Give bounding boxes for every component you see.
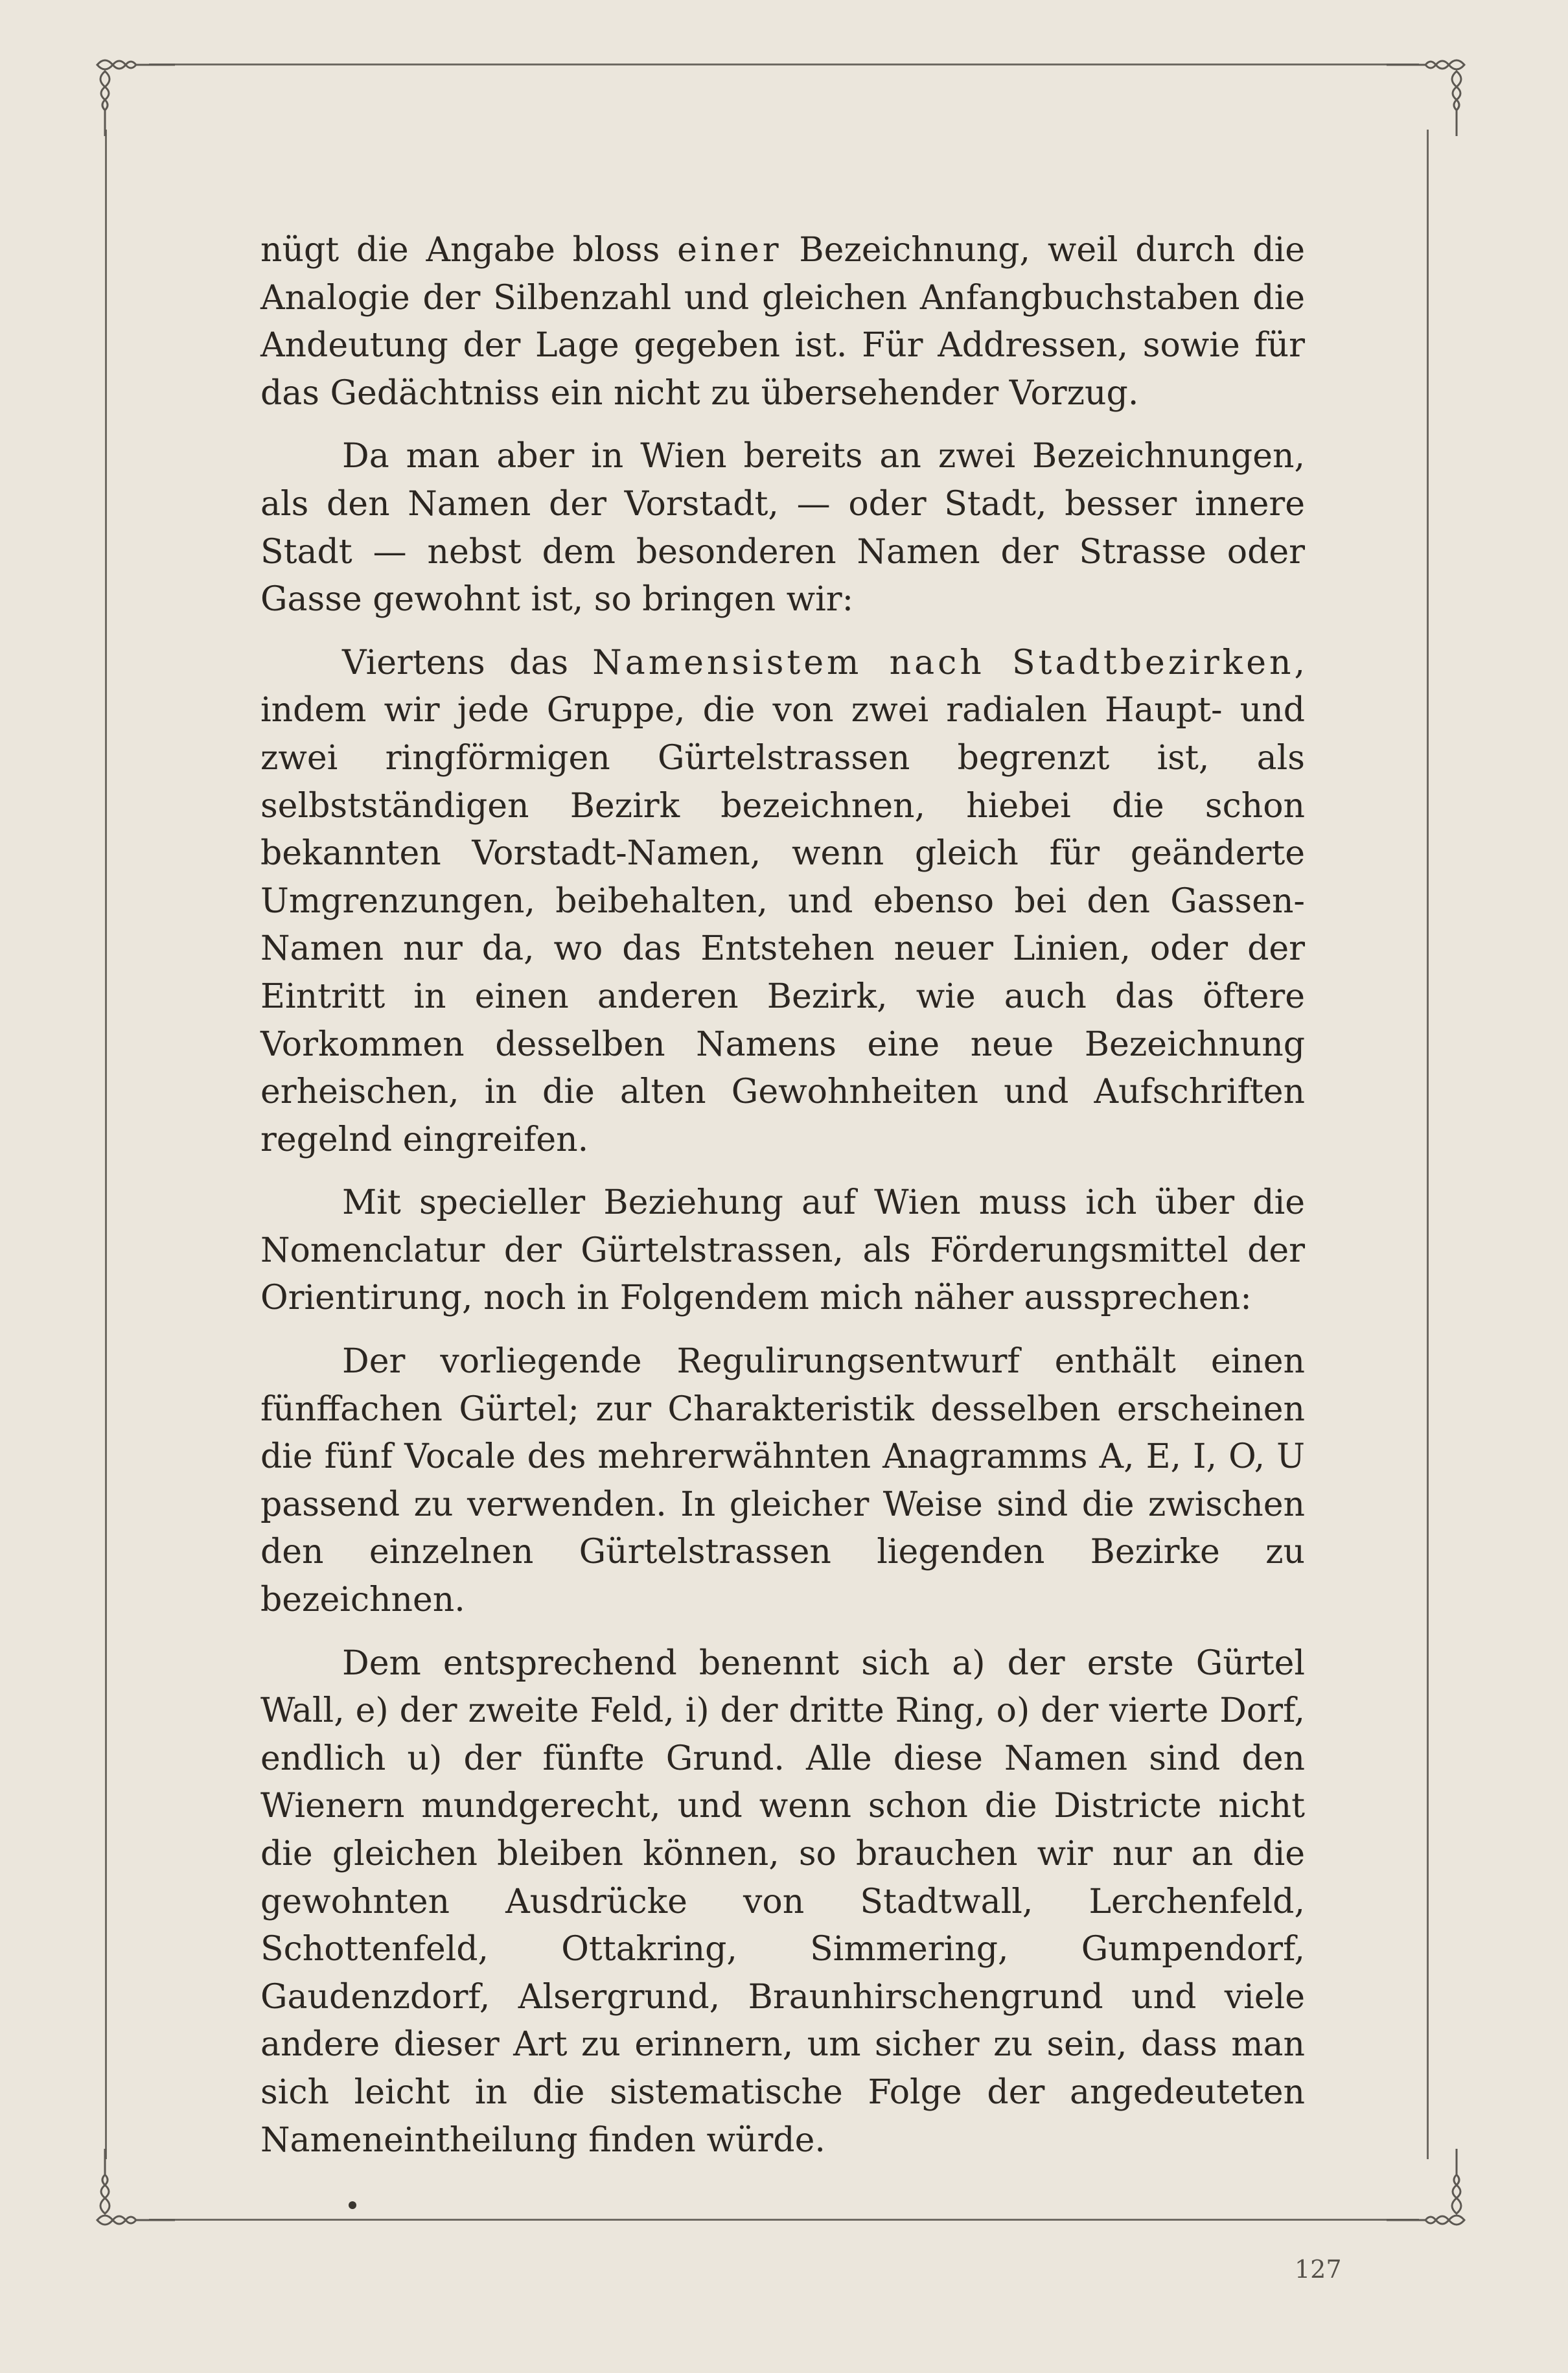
page-number: 127 xyxy=(1295,2255,1342,2284)
corner-ornament-icon xyxy=(1387,45,1477,136)
frame-top-rule xyxy=(149,64,1419,65)
paragraph xyxy=(260,433,1305,623)
paragraph xyxy=(260,227,1305,417)
text-run: Dem entsprechend benennt sich a) der erste Gürtel Wall, e) der zweite Feld, i) der dritte Ring, o) der vierte Dorf, endlich u) der fünfte Grund. Alle diese Namen sind den Wienern mundgerecht, und wenn schon die Districte nicht die gleichen bleiben können, so brauchen wir nur an die gewohnten Ausdrücke von Stadtwall, Lerchenfeld, Schottenfeld, Ottakring, Simmering, Gumpendorf, Gaudenzdorf, Alsergrund, Braunhirschengrund und viele andere dieser Art zu erinnern, um sicher zu sein, dass man sich leicht in die sistematische Folge der angedeuteten Nameneintheilung finden würde. xyxy=(260,1643,1305,2160)
corner-ornament-icon xyxy=(84,2149,175,2240)
paragraph xyxy=(260,1338,1305,1625)
ink-speck xyxy=(349,2201,356,2209)
frame-right-rule xyxy=(1427,130,1429,2159)
text-run: Mit specieller Beziehung auf Wien muss ich über die Nomenclatur der Gürtelstrassen, als Förderungsmittel der Orientirung, noch in Folgendem mich näher aussprechen: xyxy=(260,1183,1305,1318)
paragraph xyxy=(260,1179,1305,1323)
paragraph xyxy=(260,1640,1305,2165)
text-run: Viertens das xyxy=(342,643,593,682)
text-run: Bezeichnung, weil durch die Analogie der Silbenzahl und gleichen Anfangbuchstaben die Andeutung der Lage gegeben ist. Für Addressen, sowie für das Gedächtniss ein nicht zu übersehender Vorzug. xyxy=(260,231,1305,413)
corner-ornament-icon xyxy=(1387,2149,1477,2240)
text-run: nügt die Angabe bloss xyxy=(260,231,678,270)
text-run: Der vorliegende Regulirungsentwurf enthält einen fünffachen Gürtel; zur Charakteristik desselben erscheinen die fünf Vocale des mehrerwähnten Anagramms A, E, I, O, U passend zu verwenden. In gleicher Weise sind die zwischen den einzelnen Gürtelstrassen liegenden Bezirke zu bezeichnen. xyxy=(260,1342,1305,1620)
body-text xyxy=(260,227,1305,2180)
text-run: Da man aber in Wien bereits an zwei Bezeichnungen, als den Namen der Vorstadt, — oder Stadt, besser innere Stadt — nebst dem besonderen Namen der Strasse oder Gasse gewohnt ist, so bringen wir: xyxy=(260,437,1305,619)
text-run: , indem wir jede Gruppe, die von zwei radialen Haupt- und zwei ringförmigen Gürtelstrassen begrenzt ist, als selbstständigen Bezirk bezeichnen, hiebei die schon bekannten Vorstadt-Namen, wenn gleich für geänderte Umgrenzungen, beibehalten, und ebenso bei den Gassen-Namen nur da, wo das Entstehen neuer Linien, oder der Eintritt in einen anderen Bezirk, wie auch das öftere Vorkommen desselben Namens eine neue Bezeichnung erheischen, in die alten Gewohnheiten und Aufschriften regelnd eingreifen. xyxy=(260,643,1305,1159)
corner-ornament-icon xyxy=(84,45,175,136)
spaced-emphasis: Namensistem nach Stadtbezirken xyxy=(592,643,1295,682)
frame-bottom-rule xyxy=(149,2219,1419,2221)
paragraph xyxy=(260,640,1305,1164)
spaced-emphasis: einer xyxy=(677,231,782,270)
frame-left-rule xyxy=(105,130,107,2159)
